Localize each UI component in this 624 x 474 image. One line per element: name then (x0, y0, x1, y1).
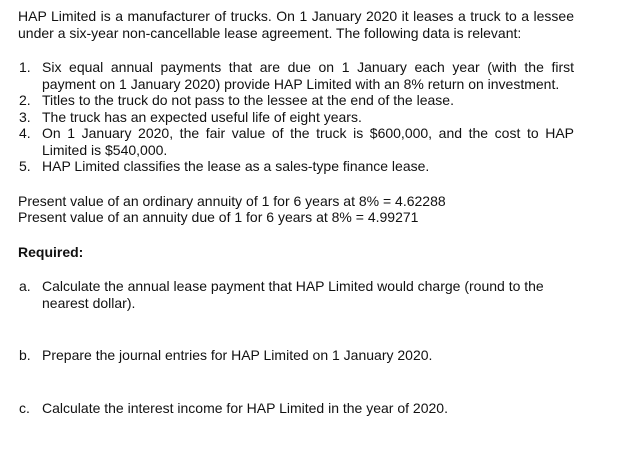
task-item (18, 400, 574, 417)
task-letter: a. (19, 278, 31, 294)
fact-item (18, 59, 574, 92)
fact-number: 4. (19, 125, 31, 141)
fact-number: 3. (19, 108, 31, 125)
task-text: Calculate the interest income for HAP Limited in the year of 2020. (42, 399, 448, 416)
fact-number: 2. (19, 92, 31, 108)
fact-number: 1. (19, 59, 31, 75)
fact-text: Six equal annual payments that are due on 1 January each year (with the first payment on 1 January 2020) provide HAP Limited with an 8% return on investment. (42, 59, 574, 92)
pv-ordinary-annuity: Present value of an ordinary annuity of 1 for 6 years at 8% = 4.62288 (18, 192, 446, 209)
fact-text: HAP Limited classifies the lease as a sales-type finance lease. (42, 158, 430, 174)
task-item (18, 278, 574, 311)
pv-annuity-due: Present value of an annuity due of 1 for 6 years at 8% = 4.99271 (18, 209, 419, 225)
fact-item (18, 109, 574, 126)
facts-list (18, 59, 574, 175)
fact-text: Titles to the truck do not pass to the lessee at the end of the lease. (42, 92, 454, 108)
question-document (18, 8, 574, 416)
fact-text: The truck has an expected useful life of eight years. (42, 108, 362, 125)
required-heading: Required: (18, 243, 84, 260)
fact-number: 5. (19, 158, 31, 174)
task-text: Calculate the annual lease payment that HAP Limited would charge (round to the nearest dollar). (42, 278, 544, 311)
intro-paragraph: HAP Limited is a manufacturer of trucks. On 1 January 2020 it leases a truck to a lessee under a six-year non-cancellable lease agreement. The following data is relevant: (18, 8, 574, 41)
fact-item (18, 92, 574, 109)
task-letter: b. (19, 347, 31, 363)
present-value-block (18, 193, 574, 226)
task-text: Prepare the journal entries for HAP Limited on 1 January 2020. (42, 347, 433, 363)
fact-text: On 1 January 2020, the fair value of the truck is $600,000, and the cost to HAP Limited is $540,000. (42, 125, 574, 158)
fact-item (18, 158, 574, 175)
fact-item (18, 125, 574, 158)
task-item (18, 347, 574, 364)
task-letter: c. (19, 399, 30, 416)
